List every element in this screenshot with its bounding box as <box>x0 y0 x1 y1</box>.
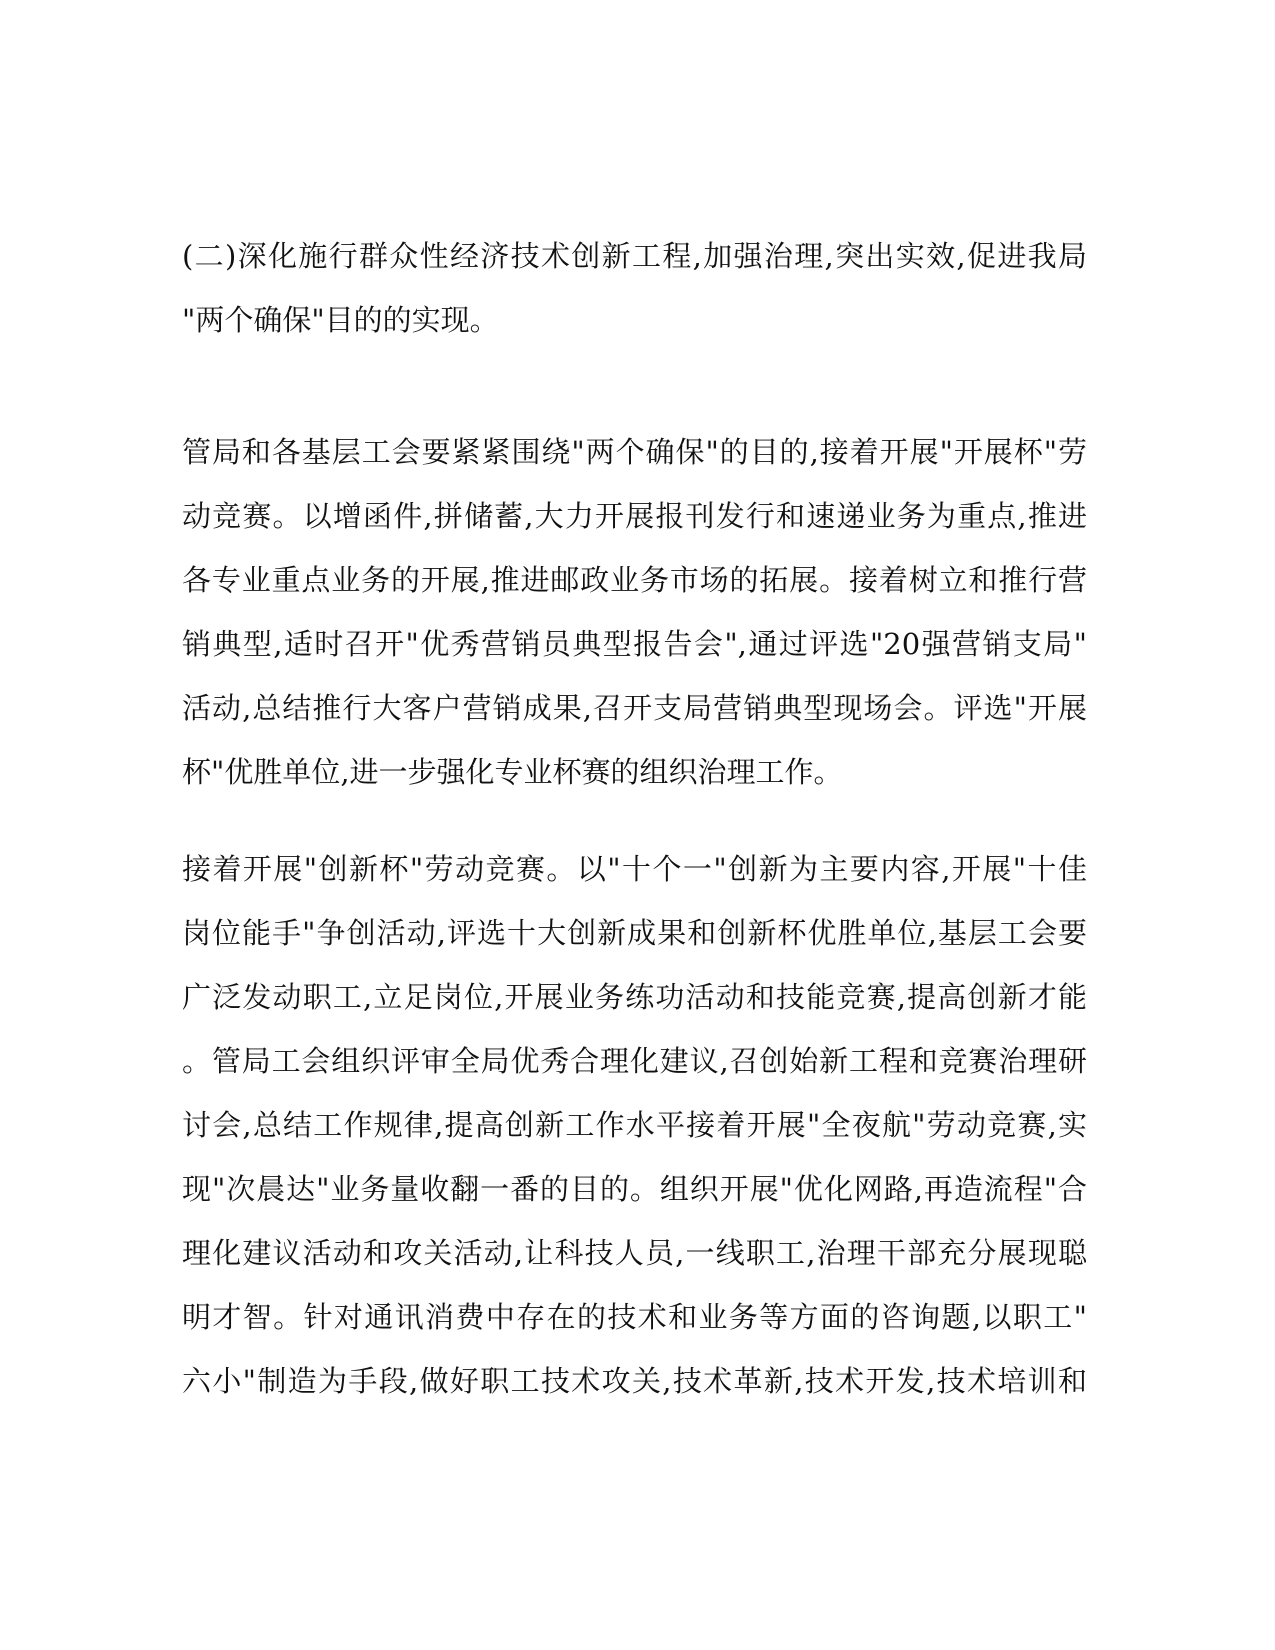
paragraph-line: 。管局工会组织评审全局优秀合理化建议,召创始新工程和竞赛治理研 <box>182 1044 1087 1078</box>
paragraph-line: 现"次晨达"业务量收翻一番的目的。组织开展"优化网路,再造流程"合 <box>182 1172 1087 1206</box>
heading-line: "两个确保"目的的实现。 <box>182 303 499 337</box>
paragraph-line: 管局和各基层工会要紧紧围绕"两个确保"的目的,接着开展"开展杯"劳 <box>182 435 1087 469</box>
paragraph-line: 各专业重点业务的开展,推进邮政业务市场的拓展。接着树立和推行营 <box>182 563 1087 597</box>
paragraph-line: 广泛发动职工,立足岗位,开展业务练功活动和技能竞赛,提高创新才能 <box>182 980 1087 1014</box>
paragraph-1 <box>182 420 1087 804</box>
paragraph-line: 六小"制造为手段,做好职工技术攻关,技术革新,技术开发,技术培训和 <box>182 1364 1087 1398</box>
paragraph-line: 明才智。针对通讯消费中存在的技术和业务等方面的咨询题,以职工" <box>182 1300 1087 1334</box>
paragraph-line: 动竞赛。以增函件,拼储蓄,大力开展报刊发行和速递业务为重点,推进 <box>182 499 1087 533</box>
heading-line: (二)深化施行群众性经济技术创新工程,加强治理,突出实效,促进我局 <box>182 239 1087 273</box>
paragraph-line: 讨会,总结工作规律,提高创新工作水平接着开展"全夜航"劳动竞赛,实 <box>182 1108 1087 1142</box>
section-heading <box>182 224 1087 352</box>
paragraph-2 <box>182 837 1087 1413</box>
paragraph-line: 活动,总结推行大客户营销成果,召开支局营销典型现场会。评选"开展 <box>182 691 1087 725</box>
paragraph-line: 杯"优胜单位,进一步强化专业杯赛的组织治理工作。 <box>182 755 843 789</box>
paragraph-line: 理化建议活动和攻关活动,让科技人员,一线职工,治理干部充分展现聪 <box>182 1236 1087 1270</box>
paragraph-line: 岗位能手"争创活动,评选十大创新成果和创新杯优胜单位,基层工会要 <box>182 916 1087 950</box>
paragraph-line: 销典型,适时召开"优秀营销员典型报告会",通过评选"20强营销支局" <box>182 627 1087 661</box>
paragraph-line: 接着开展"创新杯"劳动竞赛。以"十个一"创新为主要内容,开展"十佳 <box>182 852 1087 886</box>
